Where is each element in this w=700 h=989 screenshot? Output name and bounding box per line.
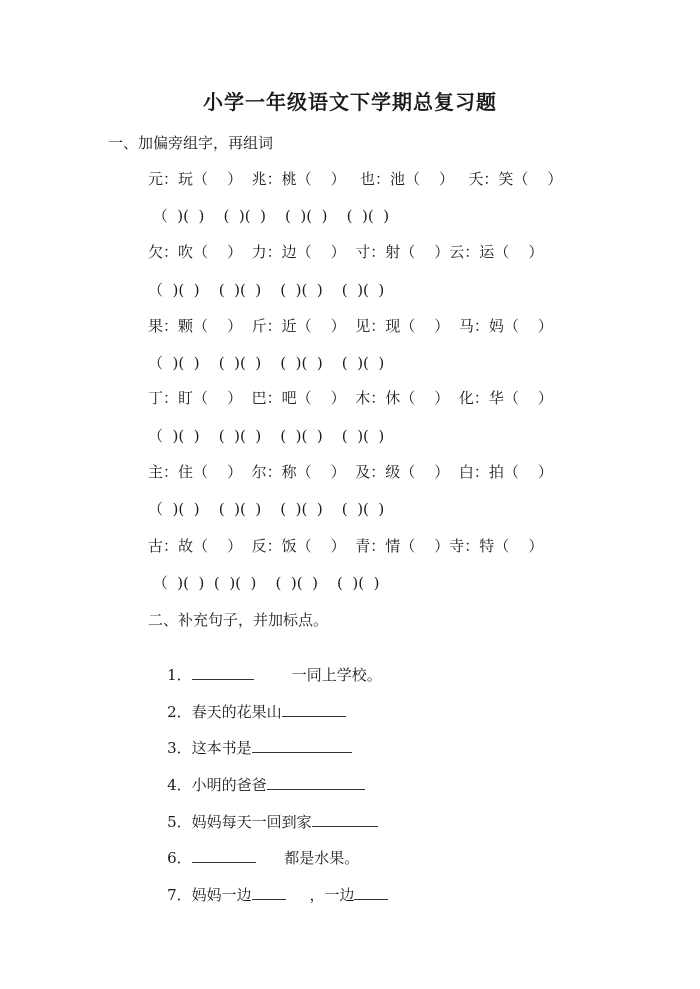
fill-blank [192,665,254,680]
exercise-line: （ )( ) ( )( ) ( )( ) ( )( ) [148,427,385,445]
exercise-line: （ )( ) ( )( ) ( )( ) ( )( ) [148,207,390,225]
exercise-line: 果：颗（ ） 斤：近（ ） 见：现（ ） 马：妈（ ） [148,317,553,335]
exercise-line: 元：玩（ ） 兆：桃（ ） 也：池（ ） 夭：笑（ ） [148,170,563,188]
exercise-line: 主：住（ ） 尔：称（ ） 及：级（ ） 白：拍（ ） [148,463,553,481]
sentence-prefix: 4．小明的爸爸 [167,776,267,794]
sentence-prefix: 2．春天的花果山 [167,703,282,721]
exercise-line: （ )( ) ( )( ) ( )( ) ( )( ) [148,574,380,592]
exercise-line: （ )( ) ( )( ) ( )( ) ( )( ) [148,281,385,299]
fill-blank [192,848,256,863]
sentence-prefix: 5．妈妈每天一回到家 [167,813,312,831]
exercise-line: 欠：吹（ ） 力：边（ ） 寸：射（ ）云：运（ ） [148,243,544,261]
sentence-prefix: 1． [167,666,192,684]
fill-blank [252,885,286,900]
page-title: 小学一年级语文下学期总复习题 [203,90,497,114]
fill-blank [354,885,388,900]
fill-blank [252,738,352,753]
sentence-middle: ，一边 [285,886,355,904]
fill-blank [267,775,365,790]
sentence-prefix: 3．这本书是 [167,739,252,757]
fill-blank [312,812,378,827]
exercise-line: 丁：盯（ ） 巴：吧（ ） 木：休（ ） 化：华（ ） [148,389,553,407]
sentence-prefix: 7．妈妈一边 [167,886,252,904]
section2-heading: 二、补充句子，并加标点。 [148,611,329,629]
sentence-prefix: 6． [167,849,192,867]
exercise-line: 古：故（ ） 反：饭（ ） 青：情（ ）寺：特（ ） [148,537,544,555]
exercise-line: （ )( ) ( )( ) ( )( ) ( )( ) [148,354,385,372]
fill-blank [282,702,346,717]
sentence-suffix: 都是水果。 [255,849,360,867]
exercise-line: （ )( ) ( )( ) ( )( ) ( )( ) [148,500,385,518]
sentence-item-7 [148,866,388,923]
sentence-suffix: 一同上学校。 [253,666,382,684]
section1-heading: 一、加偏旁组字，再组词 [108,134,274,152]
